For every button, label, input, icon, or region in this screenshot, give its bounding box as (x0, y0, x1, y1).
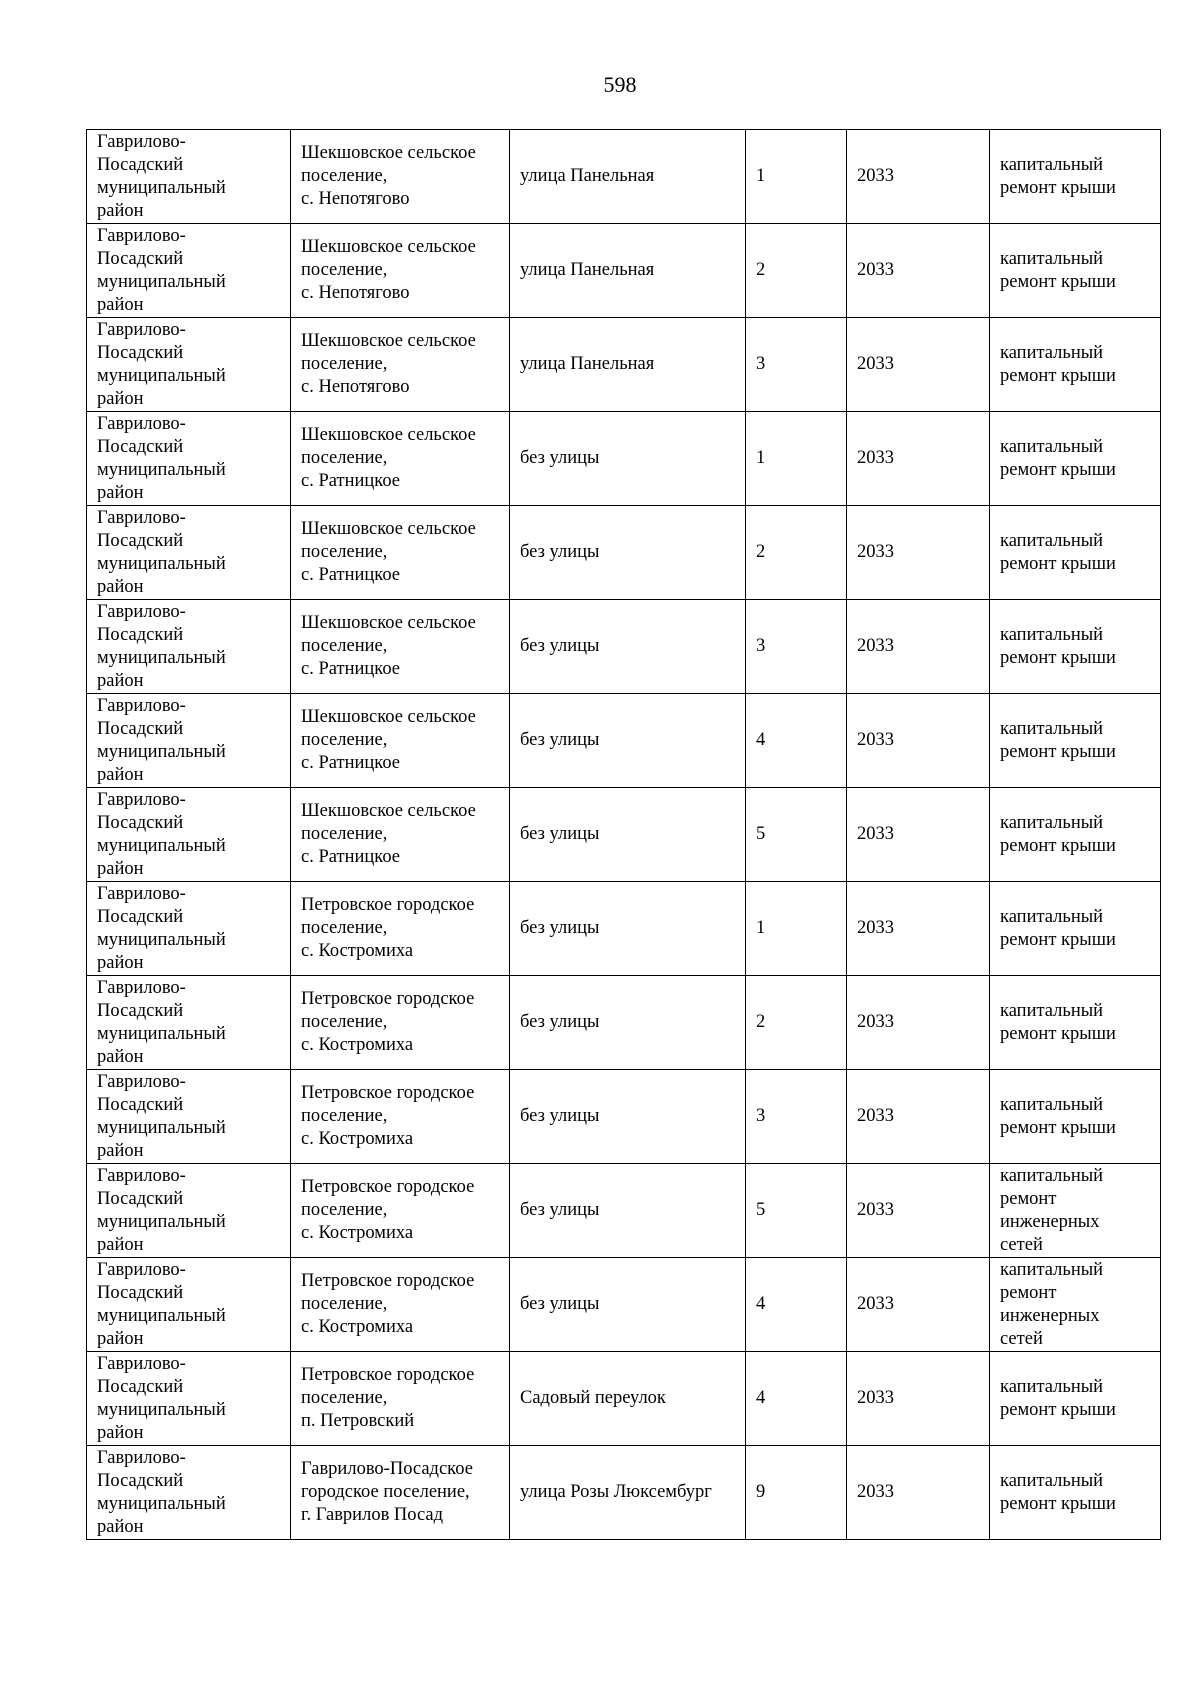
year-cell: 2033 (847, 694, 990, 788)
settlement-cell: Шекшовское сельское поселение, с. Ратницкое (291, 788, 510, 882)
work-type-cell: капитальный ремонт крыши (990, 1070, 1161, 1164)
house-number-cell: 5 (746, 1164, 847, 1258)
settlement-cell: Петровское городское поселение, с. Костромиха (291, 882, 510, 976)
work-type-cell: капитальный ремонт крыши (990, 694, 1161, 788)
street-cell: без улицы (510, 1070, 746, 1164)
settlement-cell: Петровское городское поселение, с. Костромиха (291, 1070, 510, 1164)
year-cell: 2033 (847, 1164, 990, 1258)
district-cell: Гаврилово- Посадский муниципальный район (87, 1164, 291, 1258)
settlement-cell: Петровское городское поселение, с. Костромиха (291, 976, 510, 1070)
settlement-cell: Шекшовское сельское поселение, с. Ратницкое (291, 600, 510, 694)
district-cell: Гаврилово- Посадский муниципальный район (87, 882, 291, 976)
district-cell: Гаврилово- Посадский муниципальный район (87, 1070, 291, 1164)
house-number-cell: 3 (746, 318, 847, 412)
table-row (87, 318, 1161, 412)
table-row (87, 600, 1161, 694)
settlement-cell: Петровское городское поселение, с. Костромиха (291, 1164, 510, 1258)
table-row (87, 1446, 1161, 1540)
district-cell: Гаврилово- Посадский муниципальный район (87, 788, 291, 882)
street-cell: без улицы (510, 976, 746, 1070)
table-row (87, 1258, 1161, 1352)
house-number-cell: 4 (746, 694, 847, 788)
street-cell: улица Панельная (510, 318, 746, 412)
table-row (87, 506, 1161, 600)
district-cell: Гаврилово- Посадский муниципальный район (87, 412, 291, 506)
year-cell: 2033 (847, 1352, 990, 1446)
year-cell: 2033 (847, 1070, 990, 1164)
settlement-cell: Шекшовское сельское поселение, с. Непотягово (291, 224, 510, 318)
table-row (87, 694, 1161, 788)
district-cell: Гаврилово- Посадский муниципальный район (87, 694, 291, 788)
settlement-cell: Шекшовское сельское поселение, с. Ратницкое (291, 506, 510, 600)
street-cell: улица Панельная (510, 224, 746, 318)
year-cell: 2033 (847, 412, 990, 506)
work-type-cell: капитальный ремонт крыши (990, 224, 1161, 318)
settlement-cell: Гаврилово-Посадское городское поселение, г. Гаврилов Посад (291, 1446, 510, 1540)
street-cell: без улицы (510, 412, 746, 506)
street-cell: без улицы (510, 1258, 746, 1352)
house-number-cell: 1 (746, 412, 847, 506)
street-cell: без улицы (510, 600, 746, 694)
district-cell: Гаврилово- Посадский муниципальный район (87, 976, 291, 1070)
work-type-cell: капитальный ремонт крыши (990, 318, 1161, 412)
district-cell: Гаврилово- Посадский муниципальный район (87, 1446, 291, 1540)
repair-schedule-table (86, 129, 1161, 1540)
district-cell: Гаврилово- Посадский муниципальный район (87, 506, 291, 600)
house-number-cell: 2 (746, 224, 847, 318)
street-cell: без улицы (510, 694, 746, 788)
year-cell: 2033 (847, 788, 990, 882)
house-number-cell: 2 (746, 976, 847, 1070)
table-body (87, 130, 1161, 1540)
settlement-cell: Шекшовское сельское поселение, с. Ратницкое (291, 694, 510, 788)
house-number-cell: 3 (746, 1070, 847, 1164)
district-cell: Гаврилово- Посадский муниципальный район (87, 130, 291, 224)
house-number-cell: 3 (746, 600, 847, 694)
year-cell: 2033 (847, 1258, 990, 1352)
table-row (87, 976, 1161, 1070)
table-row (87, 412, 1161, 506)
district-cell: Гаврилово- Посадский муниципальный район (87, 600, 291, 694)
street-cell: без улицы (510, 882, 746, 976)
street-cell: без улицы (510, 1164, 746, 1258)
settlement-cell: Петровское городское поселение, с. Костромиха (291, 1258, 510, 1352)
year-cell: 2033 (847, 882, 990, 976)
settlement-cell: Шекшовское сельское поселение, с. Непотягово (291, 130, 510, 224)
work-type-cell: капитальный ремонт крыши (990, 1446, 1161, 1540)
house-number-cell: 5 (746, 788, 847, 882)
work-type-cell: капитальный ремонт инженерных сетей (990, 1258, 1161, 1352)
street-cell: без улицы (510, 788, 746, 882)
house-number-cell: 9 (746, 1446, 847, 1540)
year-cell: 2033 (847, 1446, 990, 1540)
settlement-cell: Петровское городское поселение, п. Петровский (291, 1352, 510, 1446)
work-type-cell: капитальный ремонт крыши (990, 506, 1161, 600)
house-number-cell: 4 (746, 1352, 847, 1446)
work-type-cell: капитальный ремонт крыши (990, 130, 1161, 224)
work-type-cell: капитальный ремонт крыши (990, 412, 1161, 506)
street-cell: улица Розы Люксембург (510, 1446, 746, 1540)
year-cell: 2033 (847, 224, 990, 318)
house-number-cell: 2 (746, 506, 847, 600)
table-row (87, 224, 1161, 318)
work-type-cell: капитальный ремонт крыши (990, 1352, 1161, 1446)
settlement-cell: Шекшовское сельское поселение, с. Ратницкое (291, 412, 510, 506)
year-cell: 2033 (847, 130, 990, 224)
work-type-cell: капитальный ремонт крыши (990, 882, 1161, 976)
year-cell: 2033 (847, 318, 990, 412)
street-cell: улица Панельная (510, 130, 746, 224)
table-row (87, 1352, 1161, 1446)
table-row (87, 788, 1161, 882)
table-row (87, 1164, 1161, 1258)
work-type-cell: капитальный ремонт крыши (990, 976, 1161, 1070)
house-number-cell: 1 (746, 882, 847, 976)
page-number: 598 (603, 72, 637, 97)
house-number-cell: 4 (746, 1258, 847, 1352)
house-number-cell: 1 (746, 130, 847, 224)
district-cell: Гаврилово- Посадский муниципальный район (87, 224, 291, 318)
street-cell: Садовый переулок (510, 1352, 746, 1446)
settlement-cell: Шекшовское сельское поселение, с. Непотягово (291, 318, 510, 412)
year-cell: 2033 (847, 506, 990, 600)
work-type-cell: капитальный ремонт крыши (990, 600, 1161, 694)
street-cell: без улицы (510, 506, 746, 600)
table-row (87, 1070, 1161, 1164)
year-cell: 2033 (847, 600, 990, 694)
district-cell: Гаврилово- Посадский муниципальный район (87, 1352, 291, 1446)
year-cell: 2033 (847, 976, 990, 1070)
table-row (87, 882, 1161, 976)
table-row (87, 130, 1161, 224)
work-type-cell: капитальный ремонт инженерных сетей (990, 1164, 1161, 1258)
work-type-cell: капитальный ремонт крыши (990, 788, 1161, 882)
district-cell: Гаврилово- Посадский муниципальный район (87, 318, 291, 412)
district-cell: Гаврилово- Посадский муниципальный район (87, 1258, 291, 1352)
